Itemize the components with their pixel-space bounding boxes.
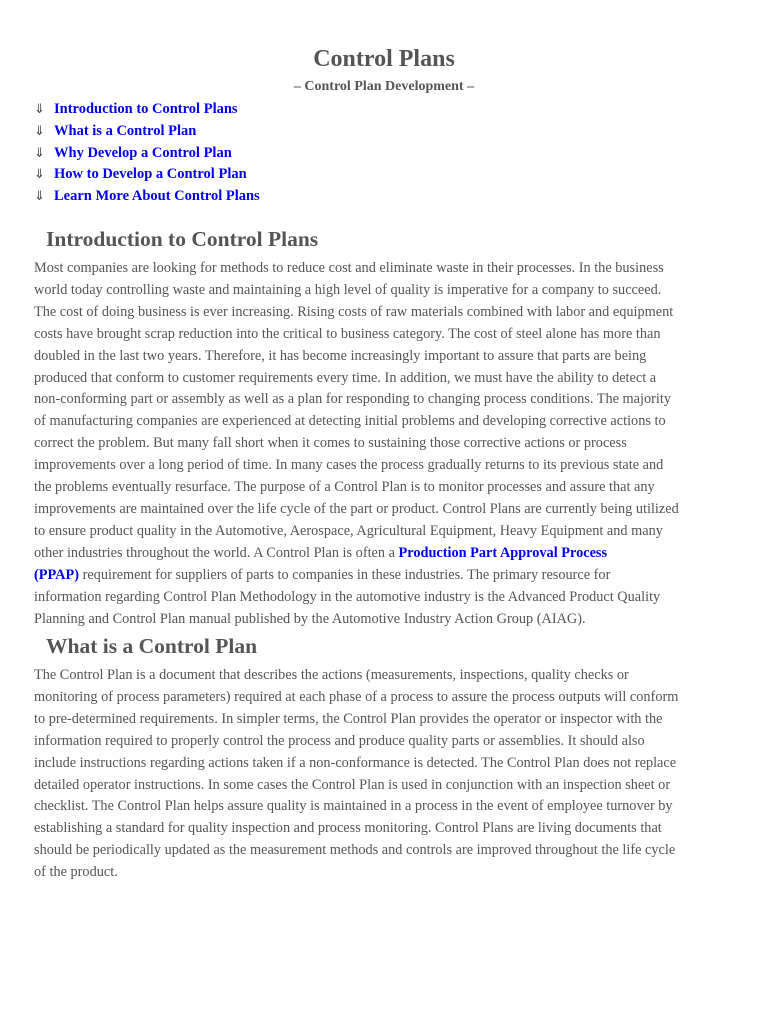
down-arrow-icon: ⇓ bbox=[34, 123, 45, 139]
text-line: checklist. The Control Plan helps assure quality is maintained in a process in the event of employee turnover by bbox=[34, 798, 673, 815]
page-title: Control Plans bbox=[313, 46, 455, 72]
text-line: non-conforming part or assembly as well as a plan for responding to changing process conditions. The majority bbox=[34, 391, 671, 408]
text-line: world today controlling waste and maintaining a high level of quality is imperative for a company to succeed. bbox=[34, 281, 662, 298]
text-line: improvements over a long period of time. In many cases the process gradually returns to its previous state and bbox=[34, 457, 664, 474]
ppap-link-part1[interactable]: Production Part Approval Process bbox=[398, 544, 608, 561]
section-heading-what-is: What is a Control Plan bbox=[46, 634, 258, 658]
text-line: Most companies are looking for methods to reduce cost and eliminate waste in their processes. In the business bbox=[34, 260, 664, 276]
toc-item-learn-more bbox=[34, 186, 260, 208]
toc-link-learn-more[interactable]: Learn More About Control Plans bbox=[54, 188, 260, 205]
down-arrow-icon: ⇓ bbox=[34, 145, 45, 161]
ppap-link-part2[interactable]: (PPAP) bbox=[34, 566, 79, 583]
text-line: of the product. bbox=[34, 864, 118, 881]
toc-item-introduction bbox=[34, 99, 260, 121]
text-line bbox=[34, 543, 736, 565]
text-line: establishing a standard for quality inspection and process monitoring. Control Plans are living documents that bbox=[34, 820, 662, 837]
toc-item-what-is bbox=[34, 121, 260, 143]
page-subtitle: – Control Plan Development – bbox=[293, 79, 475, 94]
text-fragment: requirement for suppliers of parts to companies in these industries. The primary resource for bbox=[79, 566, 611, 583]
text-line bbox=[34, 565, 736, 587]
text-line: costs have brought scrap reduction into the critical to business category. The cost of steel alone has more than bbox=[34, 325, 661, 342]
text-line: include instructions regarding actions taken if a non-conformance is detected. The Control Plan does not replace bbox=[34, 754, 677, 771]
text-line: information regarding Control Plan Methodology in the automotive industry is the Advanced Product Quality bbox=[34, 588, 661, 605]
down-arrow-icon: ⇓ bbox=[34, 189, 45, 205]
toc-link-introduction[interactable]: Introduction to Control Plans bbox=[54, 101, 238, 117]
text-line: produced that conform to customer requirements every time. In addition, we must have the ability to detect a bbox=[34, 369, 657, 386]
toc-link-how-to-develop[interactable]: How to Develop a Control Plan bbox=[54, 166, 247, 183]
down-arrow-icon: ⇓ bbox=[34, 167, 45, 183]
introduction-paragraph bbox=[34, 258, 736, 630]
text-line: should be periodically updated as the measurement methods and controls are improved throughout the life cycle bbox=[34, 842, 676, 859]
text-line: of manufacturing companies are experienced at detecting initial problems and developing corrective actions to bbox=[34, 413, 666, 430]
text-line: the problems eventually resurface. The purpose of a Control Plan is to monitor processes and assure that any bbox=[34, 479, 655, 496]
text-line: to ensure product quality in the Automotive, Aerospace, Agricultural Equipment, Heavy Equipment and many bbox=[34, 522, 663, 539]
text-line: to pre-determined requirements. In simpler terms, the Control Plan provides the operator or inspector with the bbox=[34, 710, 663, 727]
section-heading-introduction: Introduction to Control Plans bbox=[46, 227, 319, 251]
text-fragment: other industries throughout the world. A Control Plan is often a bbox=[34, 544, 399, 561]
text-line: detailed operator instructions. In some cases the Control Plan is used in conjunction with an inspection sheet or bbox=[34, 776, 671, 793]
toc-item-how-to-develop bbox=[34, 164, 260, 186]
table-of-contents bbox=[34, 99, 260, 208]
down-arrow-icon: ⇓ bbox=[34, 102, 45, 117]
text-line: The Control Plan is a document that describes the actions (measurements, inspections, quality checks or bbox=[34, 667, 629, 683]
what-is-paragraph bbox=[34, 665, 736, 884]
text-line: The cost of doing business is ever increasing. Rising costs of raw materials combined with labor and equipment bbox=[34, 303, 674, 320]
text-line: monitoring of process parameters) required at each phase of a process to assure the process outputs will conform bbox=[34, 688, 679, 705]
text-line: improvements are maintained over the life cycle of the part or product. Control Plans are currently being utilized bbox=[34, 500, 679, 517]
toc-link-why-develop[interactable]: Why Develop a Control Plan bbox=[54, 144, 232, 161]
text-line: Planning and Control Plan manual published by the Automotive Industry Action Group (AIAG). bbox=[34, 610, 586, 627]
text-line: information required to properly control the process and produce quality parts or assemblies. It should also bbox=[34, 732, 645, 749]
toc-link-what-is[interactable]: What is a Control Plan bbox=[54, 122, 197, 139]
text-line: correct the problem. But many fall short when it comes to sustaining those corrective actions or process bbox=[34, 435, 627, 452]
text-line: doubled in the last two years. Therefore, it has become increasingly important to assure that parts are being bbox=[34, 347, 647, 364]
toc-item-why-develop bbox=[34, 143, 260, 165]
